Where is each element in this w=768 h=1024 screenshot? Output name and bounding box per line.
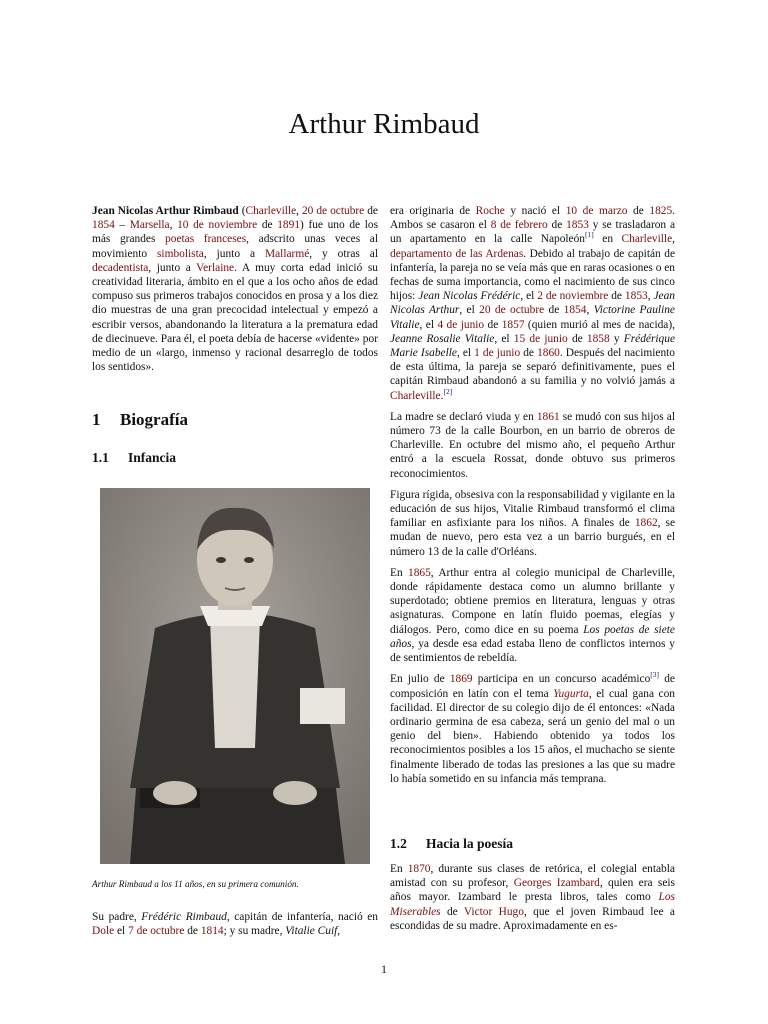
text: de: [440, 905, 464, 918]
father-paragraph: [92, 910, 378, 938]
text: participa en un concurso académico: [472, 673, 651, 686]
text: , que el joven Rimbaud lee a escondidas de su madre. Aproximadamente en es-: [390, 905, 675, 932]
text: , adscrito unas veces al movimiento: [92, 233, 378, 260]
text: Figura rígida, obsesiva con la responsabilidad y vigilante en la educación de sus hijos, Vitalie Rimbaud transformó el clima familiar en asfixiante para los niños. A finales de: [390, 488, 675, 530]
portrait-photo: [100, 488, 370, 864]
link-date[interactable]: 15 de junio: [513, 332, 568, 345]
link-date[interactable]: 8 de febrero: [490, 219, 548, 232]
intro-paragraph: [92, 204, 378, 381]
text: La madre se declaró viuda y en: [390, 410, 537, 423]
text: y nació el: [504, 205, 566, 217]
text: , el: [456, 347, 475, 360]
link-date[interactable]: 1 de junio: [474, 347, 521, 360]
text: En: [390, 566, 408, 579]
text: , y otras al: [309, 247, 378, 260]
link-year[interactable]: 1858: [586, 332, 610, 345]
text: , capitán de infantería, nació en: [226, 911, 379, 923]
text: en: [593, 233, 622, 246]
link-year[interactable]: 1861: [536, 410, 560, 423]
link-year[interactable]: 1869: [449, 673, 473, 686]
text: –: [114, 219, 130, 232]
italic-name: Jeanne Rosalie Vitalie: [390, 332, 495, 345]
link-los-miserables[interactable]: Los Miserables: [390, 891, 675, 918]
reference-link[interactable]: [2]: [443, 386, 453, 396]
italic-title: Los poetas de siete años: [390, 623, 675, 650]
link-date[interactable]: 4 de junio: [437, 318, 485, 331]
text: , durante sus clases de retórica, el colegial entabla amistad con su profesor,: [390, 863, 675, 890]
subsection-label: Hacia la poesía: [426, 836, 513, 851]
text: , el: [520, 290, 538, 303]
text: de: [484, 318, 502, 331]
link-year[interactable]: 1891: [277, 219, 301, 232]
text: ; y su madre,: [223, 925, 286, 938]
italic-name: Jean Nicolas Arthur: [390, 290, 676, 317]
text: de: [257, 219, 278, 232]
text: de: [364, 205, 378, 217]
text: de: [184, 925, 201, 938]
reference-link[interactable]: [1]: [585, 230, 594, 240]
link-year[interactable]: 1854: [92, 219, 115, 232]
text: y: [609, 332, 624, 345]
text: el: [114, 925, 129, 938]
paragraph-contest: [390, 672, 675, 786]
text: de: [627, 205, 650, 217]
link-year[interactable]: 1870: [407, 863, 431, 875]
link-year[interactable]: 1853: [566, 219, 589, 232]
link-izambard[interactable]: Georges Izambard: [513, 877, 600, 890]
text: (quien murió al mes de nacida),: [524, 318, 676, 331]
text: ,: [337, 925, 341, 938]
link-year[interactable]: 1814: [200, 925, 224, 938]
link-charleville[interactable]: Charleville: [390, 389, 441, 402]
right-column: [390, 204, 675, 793]
paragraph-vitalie: [390, 488, 675, 559]
text: , el: [459, 304, 480, 317]
text: Su padre,: [92, 911, 142, 923]
text: , junto a: [203, 247, 265, 260]
photo-caption: Arthur Rimbaud a los 11 años, en su primera comunión.: [92, 879, 299, 889]
subsection-heading-infancia: [92, 450, 176, 466]
text: . Después del nacimiento de esta última, la pareja se separó definitivamente, pues el capitán Rimbaud abandonó a su familia y no volvió jamás a: [390, 347, 676, 388]
italic-name: Victorine Pauline Vitalie: [390, 304, 675, 331]
text: . A muy corta edad inició su creatividad literaria, ámbito en el que a los ocho años de edad compuso sus primeros trabajos conocidos en prosa y a los diez dio muestras de una gran precocidad intelectual y empezó a escribir versos, abandonando la literatura a la prematura edad de diecinueve. Para él, el poeta debía de hacerse «vidente» por medio de un «largo, inmenso y racional desarreglo de todos los sentidos».: [92, 261, 378, 374]
link-year[interactable]: 1862: [634, 517, 658, 530]
link-dole[interactable]: Dole: [92, 925, 115, 938]
link-year[interactable]: 1865: [408, 566, 431, 579]
paragraph-college: [390, 566, 675, 665]
subsection-heading-poesia: [390, 836, 513, 852]
section-label: Biografía: [120, 410, 188, 429]
paragraph-mother: [390, 410, 675, 481]
text: , junto a: [148, 261, 197, 274]
text: , Arthur entra al colegio municipal de Charleville, donde rápidamente destaca como un alumno brillante y superdotado; obtiene premios en literatura, lenguas y otras asignaturas. Compone en latín fluido poemas, elegías y diálogos. Pero, como dice en su poema: [390, 566, 675, 636]
reference-link[interactable]: [3]: [650, 670, 660, 680]
text: ,: [296, 205, 302, 217]
italic-name: Vitalie Cuif: [285, 925, 338, 938]
text: se mudó con sus hijos al número 73 de la calle Bourbon, en un barrio de obreros de Charleville. En octubre del mismo año, el pequeño Arthur entró a la escuela Rossat, donde obtuvo sus primeros reconocimientos.: [390, 410, 675, 480]
link-ardenas[interactable]: departamento de las Ardenas: [390, 247, 524, 260]
link-year[interactable]: 1825: [649, 205, 673, 217]
text: , se mudan de nuevo, pero esta vez a un barrio burgués, en el número 13 de la calle d'Orléans.: [390, 517, 676, 558]
link-date[interactable]: 20 de octubre: [479, 304, 545, 317]
text: , el cual gana con facilidad. El director de su colegio dijo de él entonces: «Nada ordinario germina de esa cabeza, será un genio del mal o un genio del bien». Habiendo obtenido ya todos los reconocimientos posibles a los 15 años, el muchacho se siente finalmente liberado de todas las presiones a las que su madre lo había sometido en su infancia más temprana.: [390, 687, 675, 785]
paragraph-izambard: [390, 862, 675, 933]
link-verlaine[interactable]: Verlaine: [196, 261, 235, 274]
page-number: 1: [381, 962, 387, 976]
section-heading-biografia: [92, 410, 188, 430]
link-year[interactable]: 1854: [563, 304, 587, 317]
text: ,: [647, 290, 654, 303]
link-marsella[interactable]: Marsella: [129, 219, 170, 232]
subsection-label: Infancia: [128, 450, 177, 465]
text: , ya desde esa edad estaba lleno de conflictos internos y de sentimientos de rebeldía.: [390, 637, 675, 665]
text: , quien era seis años mayor. Izambard le presta libros, tales como: [390, 877, 675, 904]
link-date[interactable]: 10 de marzo: [565, 205, 628, 217]
text: , el: [494, 332, 514, 345]
text: de composición en latín con el tema: [390, 673, 675, 700]
text: , el: [419, 318, 438, 331]
text: de: [608, 290, 625, 303]
italic-name: Frédérique Marie Isabelle: [390, 332, 676, 360]
link-date[interactable]: 2 de noviembre: [537, 290, 609, 303]
text: ) fue uno de los más grandes: [92, 219, 379, 246]
link-simbolista[interactable]: simbolista: [157, 247, 204, 260]
subject-name: Jean Nicolas Arthur Rimbaud: [92, 205, 239, 217]
link-decadentista[interactable]: decadentista: [92, 261, 149, 274]
link-yugurta[interactable]: Yugurta: [553, 687, 589, 700]
link-charleville[interactable]: Charleville: [621, 233, 673, 246]
text: de: [547, 219, 567, 232]
text: .: [440, 389, 444, 402]
link-date[interactable]: 20 de octubre: [301, 205, 365, 217]
section-number: 1: [92, 410, 101, 429]
italic-name: Jean Nicolas Frédéric: [418, 290, 521, 303]
link-year[interactable]: 1860: [537, 347, 560, 360]
text: de: [567, 332, 587, 345]
text: (: [238, 205, 246, 217]
text: era originaria de: [390, 205, 476, 217]
link-date[interactable]: 10 de noviembre: [177, 219, 258, 232]
text: ,: [672, 233, 675, 246]
link-year[interactable]: 1853: [624, 290, 648, 303]
link-poetas-franceses[interactable]: poetas franceses: [165, 233, 247, 246]
link-mallarme[interactable]: Mallarmé: [264, 247, 310, 260]
text: En julio de: [390, 673, 450, 686]
page-title: Arthur Rimbaud: [288, 108, 480, 140]
text: En: [390, 863, 408, 875]
text: de: [520, 347, 538, 360]
text: ,: [586, 304, 594, 317]
portrait-image: [100, 488, 370, 864]
link-victor-hugo[interactable]: Victor Hugo: [463, 905, 524, 918]
subsection-number: 1.2: [390, 836, 407, 851]
text: ,: [169, 219, 178, 232]
link-date[interactable]: 7 de octubre: [128, 925, 185, 938]
text: de: [544, 304, 564, 317]
subsection-number: 1.1: [92, 450, 109, 465]
text: . Ambos se casaron el: [390, 205, 676, 232]
link-roche[interactable]: Roche: [475, 205, 505, 217]
italic-name: Frédéric Rimbaud: [141, 911, 227, 923]
link-year[interactable]: 1857: [501, 318, 525, 331]
text: y se trasladaron a un apartamento en la calle Napoleón: [390, 219, 676, 246]
text: . Debido al trabajo de capitán de infantería, la pareja no se veía más que en raras ocasiones o en fechas de suma importancia, como el nacimiento de sus cinco hijos:: [390, 247, 676, 303]
link-charleville[interactable]: Charleville: [245, 205, 297, 217]
paragraph-family: [390, 204, 675, 403]
